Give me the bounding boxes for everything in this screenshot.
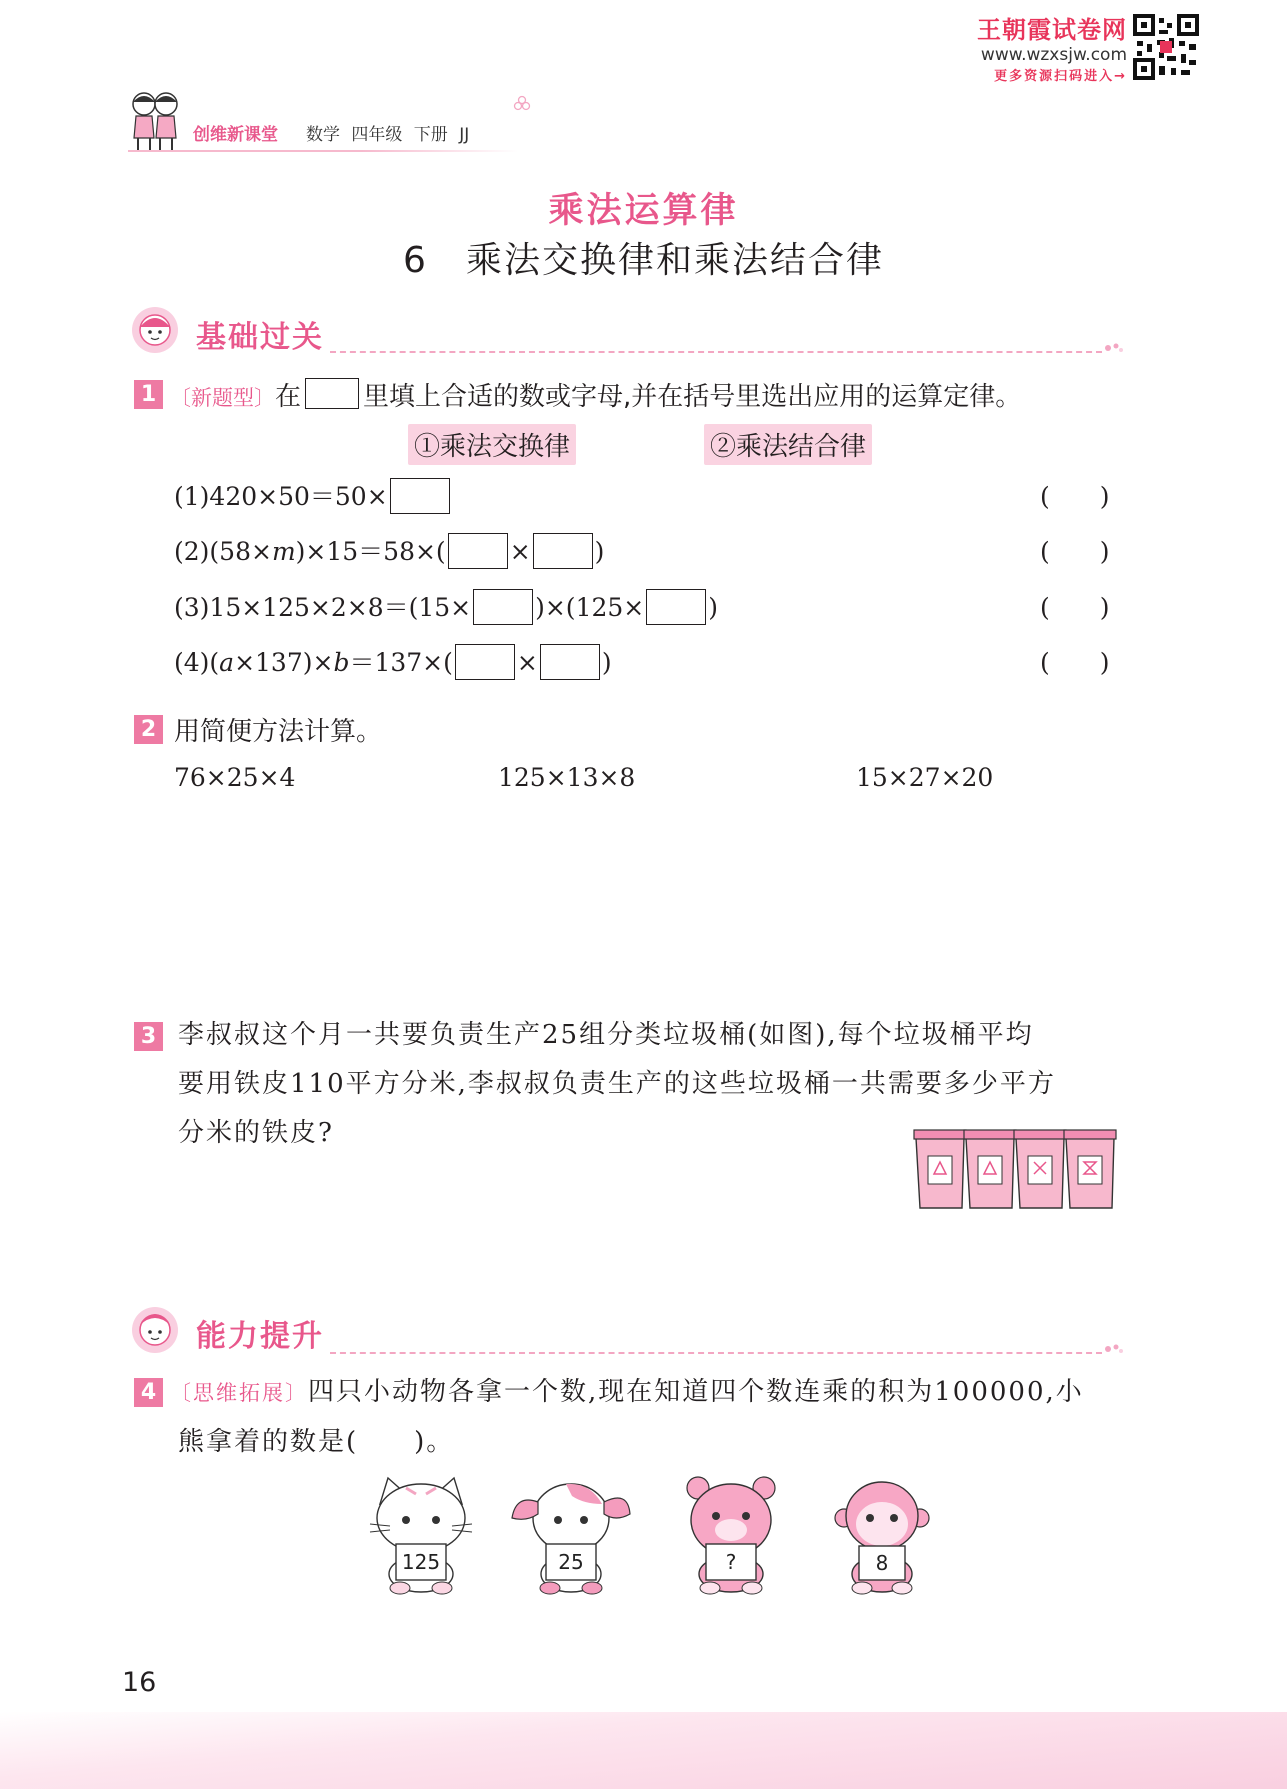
law-answer-3[interactable]: ( )	[1040, 593, 1110, 622]
monkey-number: 8	[875, 1551, 889, 1575]
variable-b: b	[333, 648, 350, 677]
equation-4	[174, 643, 612, 680]
variable-m: m	[271, 537, 296, 566]
question-4-text	[170, 1368, 1140, 1467]
equation-4-part: ＝137×(	[349, 648, 453, 677]
answer-box[interactable]	[646, 589, 706, 625]
dog-icon	[512, 1484, 630, 1594]
boy-section-icon	[130, 1305, 180, 1355]
equation-1	[174, 477, 452, 514]
question-3-line: 要用铁皮110平方分米,李叔叔负责生产的这些垃圾桶一共需要多少平方	[178, 1069, 1056, 1099]
qr-code-icon	[1133, 14, 1199, 80]
calc-expression-1: 76×25×4	[174, 763, 296, 792]
equation-4-part: ×	[516, 648, 538, 677]
equation-3-part: )	[708, 593, 718, 622]
series-name: 创维新课堂	[193, 125, 278, 145]
cat-number: 125	[401, 1550, 441, 1574]
answer-box[interactable]	[540, 644, 600, 680]
dog-number: 25	[558, 1550, 584, 1574]
bear-icon	[687, 1477, 775, 1594]
cat-icon	[370, 1478, 472, 1594]
law-answer-1[interactable]: ( )	[1040, 482, 1110, 511]
dots-icon	[1104, 342, 1124, 354]
equation-2-part: )	[594, 537, 605, 566]
answer-box[interactable]	[455, 644, 515, 680]
question-1-prompt	[170, 376, 1021, 413]
answer-box[interactable]	[533, 533, 593, 569]
kids-mascot-icon	[124, 88, 186, 154]
variable-a: a	[219, 648, 235, 677]
question-3-line: 李叔叔这个月一共要负责生产25组分类垃圾桶(如图),每个垃圾桶平均	[178, 1020, 1034, 1050]
calc-expression-3: 15×27×20	[856, 763, 994, 792]
equation-4-part: )	[601, 648, 612, 677]
law-option-commutative: ①乘法交换律	[408, 424, 576, 465]
bear-number: ?	[725, 1550, 737, 1574]
footer-band	[0, 1712, 1287, 1789]
law-answer-2[interactable]: ( )	[1040, 537, 1110, 566]
equation-2-part: (2)(58×	[174, 537, 272, 566]
question-number-4: 4	[134, 1378, 163, 1407]
section-title-advanced: 能力提升	[196, 1319, 324, 1354]
question-1-tag: 〔新题型〕	[170, 386, 275, 410]
trash-bins-image	[912, 1128, 1124, 1212]
lesson-title: 6 乘法交换律和乘法结合律	[403, 240, 884, 281]
question-3-line: 分米的铁皮?	[178, 1118, 334, 1148]
section-divider-basic	[330, 351, 1102, 353]
equation-4-part: ×137)×	[234, 648, 334, 677]
question-1-text-before: 在	[275, 382, 302, 412]
question-4-tag: 〔思维拓展〕	[170, 1381, 308, 1405]
publisher-logo	[977, 10, 1127, 84]
equation-3	[174, 588, 718, 625]
equation-2	[174, 532, 604, 569]
page-number: 16	[122, 1667, 157, 1698]
book-info: 数学 四年级 下册 JJ	[306, 125, 470, 145]
calc-expression-2: 125×13×8	[498, 763, 636, 792]
equation-3-part: )×(125×	[535, 593, 645, 622]
chapter-title: 乘法运算律	[548, 191, 739, 231]
equation-2-part: )×15＝58×(	[295, 537, 446, 566]
question-4-line-1: 四只小动物各拿一个数,现在知道四个数连乘的积为100000,小	[308, 1377, 1084, 1407]
header-divider	[128, 150, 518, 152]
flower-icon	[512, 94, 532, 114]
monkey-icon	[835, 1482, 929, 1594]
equation-1-left: (1)420×50＝50×	[174, 482, 388, 511]
equation-4-part: (4)(	[174, 648, 220, 677]
answer-box[interactable]	[473, 589, 533, 625]
logo-site: www.wzxsjw.com	[980, 45, 1127, 65]
equation-3-part: (3)15×125×2×8＝(15×	[174, 593, 472, 622]
question-1-text-after: 里填上合适的数或字母,并在括号里选出应用的运算定律。	[363, 382, 1022, 412]
section-divider-advanced	[330, 1352, 1102, 1354]
dots-icon	[1104, 1343, 1124, 1355]
equation-2-part: ×	[509, 537, 531, 566]
answer-box[interactable]	[448, 533, 508, 569]
question-2-text: 用简便方法计算。	[174, 717, 383, 747]
law-answer-4[interactable]: ( )	[1040, 648, 1110, 677]
girl-section-icon	[130, 305, 180, 355]
section-title-basic: 基础过关	[196, 320, 324, 355]
law-option-associative: ②乘法结合律	[704, 424, 872, 465]
logo-more: 更多资源扫码进入→	[994, 69, 1127, 84]
logo-brand: 王朝霞试卷网	[977, 16, 1127, 44]
question-number-2: 2	[134, 715, 163, 744]
question-number-1: 1	[134, 380, 163, 409]
question-4-line-2[interactable]: 熊拿着的数是( )。	[178, 1427, 455, 1457]
question-number-3: 3	[134, 1022, 163, 1051]
animals-image	[366, 1474, 946, 1596]
sample-answer-box	[305, 378, 359, 409]
answer-box[interactable]	[390, 478, 450, 514]
